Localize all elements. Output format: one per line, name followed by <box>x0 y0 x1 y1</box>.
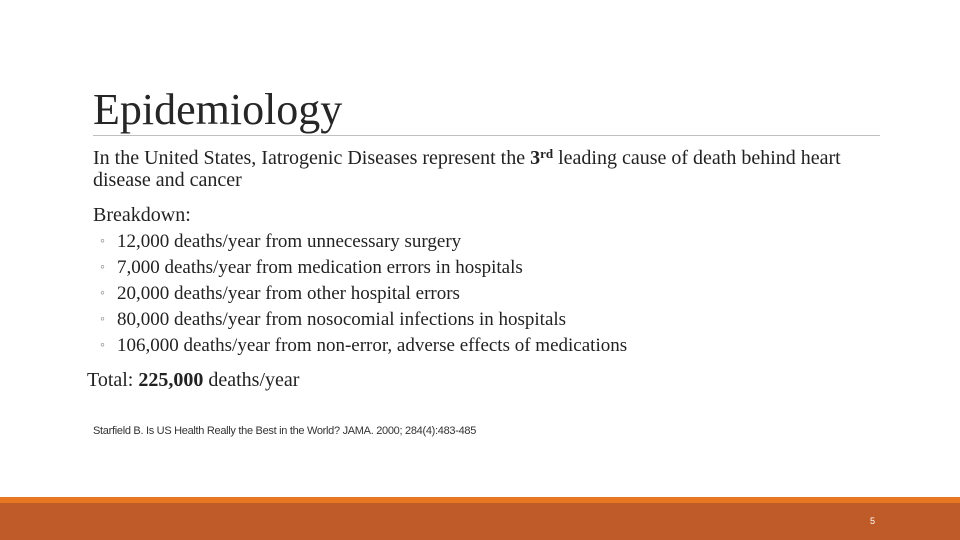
bullet-icon: ◦ <box>100 260 105 275</box>
breakdown-list <box>100 229 627 359</box>
total-value: 225,000 <box>138 369 204 391</box>
list-item <box>100 281 627 307</box>
list-item-text: 106,000 deaths/year from non-error, adverse effects of medications <box>117 335 628 356</box>
total-label: Total: <box>87 369 139 391</box>
total-line <box>87 367 299 393</box>
bullet-icon: ◦ <box>100 338 105 353</box>
list-item-text: 20,000 deaths/year from other hospital errors <box>117 283 460 304</box>
list-item <box>100 255 627 281</box>
slide-title: Epidemiology <box>93 85 343 134</box>
list-item-text: 7,000 deaths/year from medication errors in hospitals <box>117 257 523 278</box>
rank-number: 3rd <box>530 146 554 169</box>
rank-suffix: rd <box>540 146 554 161</box>
list-item <box>100 229 627 255</box>
total-unit: deaths/year <box>203 369 300 391</box>
list-item-text: 12,000 deaths/year from unnecessary surgery <box>117 231 462 252</box>
list-item-text: 80,000 deaths/year from nosocomial infections in hospitals <box>117 309 567 330</box>
bullet-icon: ◦ <box>100 312 105 327</box>
footer-bar <box>0 503 960 540</box>
list-item <box>100 333 627 359</box>
list-item <box>100 307 627 333</box>
page-number: 5 <box>869 516 875 526</box>
bullet-icon: ◦ <box>100 286 105 301</box>
intro-text-before: In the United States, Iatrogenic Diseases represent the <box>93 147 531 169</box>
breakdown-label: Breakdown: <box>93 204 191 226</box>
title-divider <box>93 135 880 136</box>
intro-paragraph <box>93 147 883 191</box>
bullet-icon: ◦ <box>100 234 105 249</box>
citation: Starfield B. Is US Health Really the Best in the World? JAMA. 2000; 284(4):483-485 <box>93 425 477 437</box>
intro-text-after: leading cause of death behind heart disease and cancer <box>93 147 841 191</box>
